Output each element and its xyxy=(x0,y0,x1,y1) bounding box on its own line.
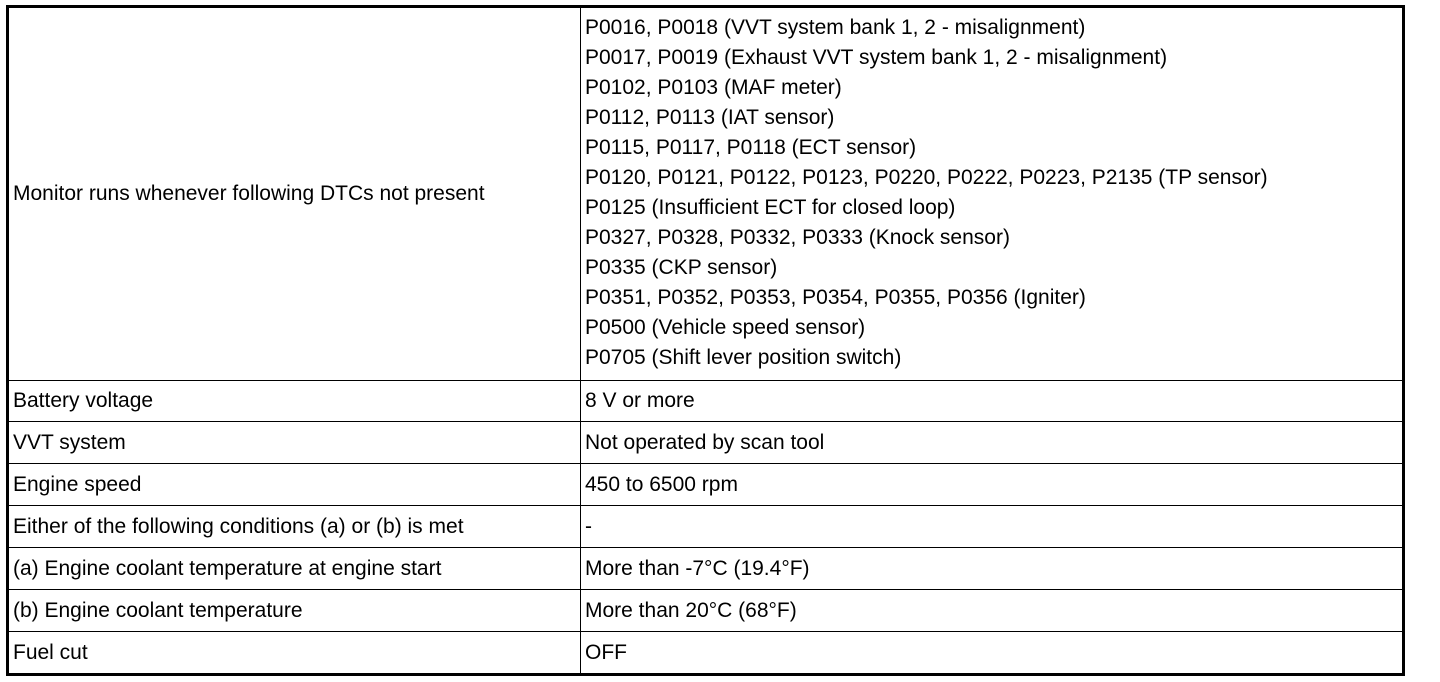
table-row xyxy=(9,590,1402,632)
table-row xyxy=(9,8,1402,380)
condition-cell: Either of the following conditions (a) or (b) is met xyxy=(9,506,581,548)
monitor-conditions-table xyxy=(9,8,1402,673)
dtc-list-item: P0017, P0019 (Exhaust VVT system bank 1, 2 - misalignment) xyxy=(585,45,1168,69)
dtc-list-item: P0112, P0113 (IAT sensor) xyxy=(585,105,835,129)
condition-cell: VVT system xyxy=(9,422,581,464)
dtc-list-item: P0705 (Shift lever position switch) xyxy=(585,345,902,369)
dtc-list-item: P0335 (CKP sensor) xyxy=(585,255,778,279)
condition-cell: Battery voltage xyxy=(9,380,581,422)
condition-cell: Monitor runs whenever following DTCs not present xyxy=(9,8,581,380)
table-row xyxy=(9,548,1402,590)
dtc-list-item: P0351, P0352, P0353, P0354, P0355, P0356 (Igniter) xyxy=(585,285,1086,309)
dtc-list-item: P0115, P0117, P0118 (ECT sensor) xyxy=(585,135,917,159)
dtc-list-item: P0125 (Insufficient ECT for closed loop) xyxy=(585,195,956,219)
condition-cell: (a) Engine coolant temperature at engine start xyxy=(9,548,581,590)
dtc-list-cell xyxy=(581,8,1403,380)
table-row xyxy=(9,632,1402,673)
value-cell: OFF xyxy=(581,632,1403,673)
table-row xyxy=(9,506,1402,548)
table-row xyxy=(9,380,1402,422)
dtc-list-item: P0120, P0121, P0122, P0123, P0220, P0222, P0223, P2135 (TP sensor) xyxy=(585,165,1268,189)
dtc-list-item: P0500 (Vehicle speed sensor) xyxy=(585,315,866,339)
value-cell: 8 V or more xyxy=(581,380,1403,422)
condition-cell: (b) Engine coolant temperature xyxy=(9,590,581,632)
dtc-list-item: P0327, P0328, P0332, P0333 (Knock sensor) xyxy=(585,225,1010,249)
table-row xyxy=(9,464,1402,506)
condition-cell: Fuel cut xyxy=(9,632,581,673)
value-cell: 450 to 6500 rpm xyxy=(581,464,1403,506)
value-cell: - xyxy=(581,506,1403,548)
table-row xyxy=(9,422,1402,464)
value-cell: Not operated by scan tool xyxy=(581,422,1403,464)
dtc-list-item: P0102, P0103 (MAF meter) xyxy=(585,75,842,99)
value-cell: More than 20°C (68°F) xyxy=(581,590,1403,632)
value-cell: More than -7°C (19.4°F) xyxy=(581,548,1403,590)
condition-cell: Engine speed xyxy=(9,464,581,506)
monitor-conditions-table-frame xyxy=(6,5,1405,676)
dtc-list-item: P0016, P0018 (VVT system bank 1, 2 - misalignment) xyxy=(585,15,1086,39)
